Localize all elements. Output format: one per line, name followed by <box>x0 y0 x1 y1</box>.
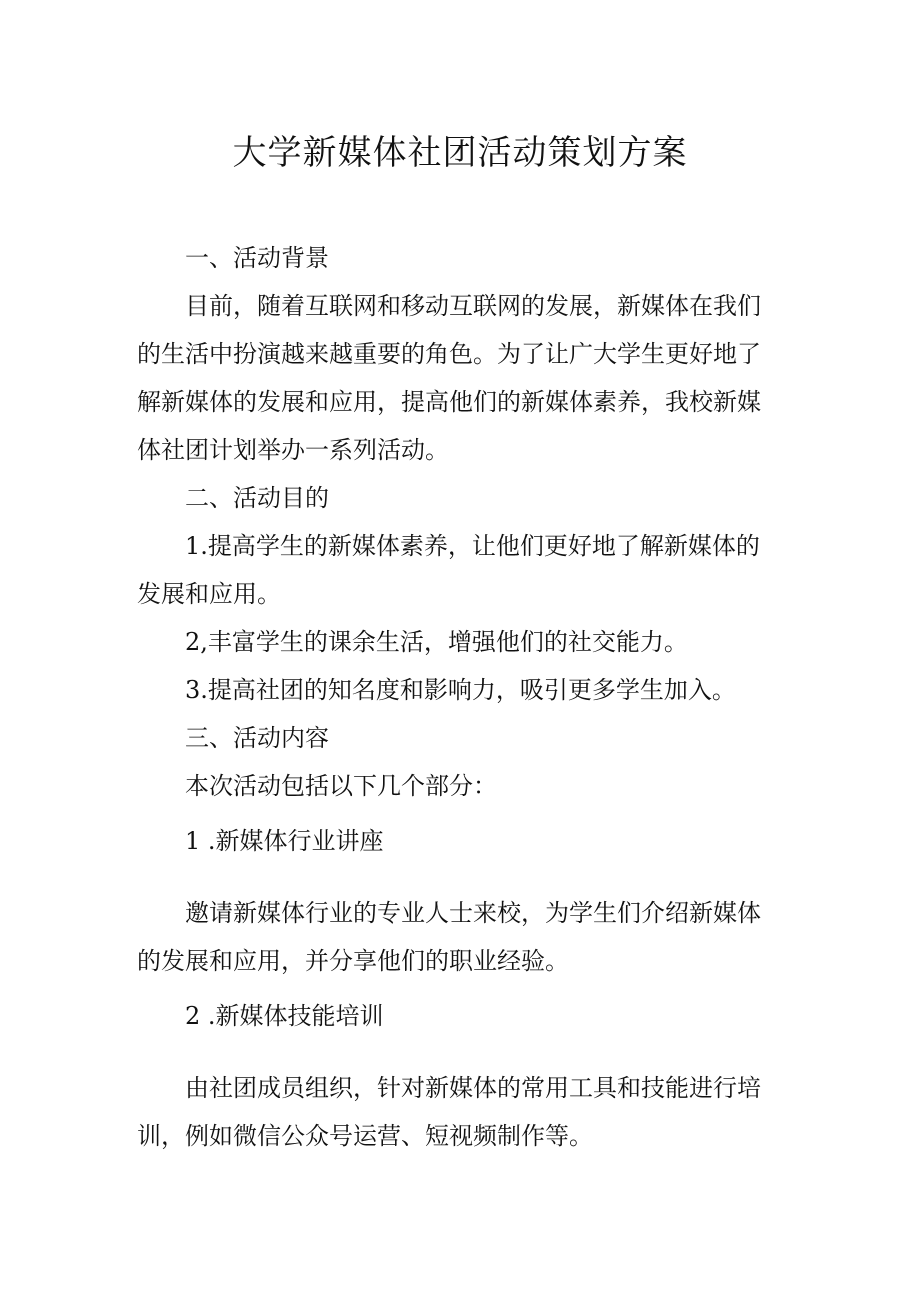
list-item-line: 2,丰富学生的课余生活，增强他们的社交能力。 <box>185 628 688 656</box>
paragraph-line: 目前，随着互联网和移动互联网的发展，新媒体在我们 <box>185 292 761 320</box>
paragraph-line: 邀请新媒体行业的专业人士来校，为学生们介绍新媒体 <box>185 899 761 927</box>
paragraph-line: 的生活中扮演越来越重要的角色。为了让广大学生更好地了 <box>137 340 761 368</box>
section-heading-content: 三、活动内容 <box>185 724 329 752</box>
paragraph-line: 的发展和应用，并分享他们的职业经验。 <box>137 947 569 975</box>
list-item-line: 3.提高社团的知名度和影响力，吸引更多学生加入。 <box>185 676 736 704</box>
paragraph-line: 本次活动包括以下几个部分： <box>185 772 497 800</box>
paragraph-line: 训，例如微信公众号运营、短视频制作等。 <box>137 1122 593 1150</box>
paragraph-line: 解新媒体的发展和应用，提高他们的新媒体素养，我校新媒 <box>137 388 761 416</box>
document-title: 大学新媒体社团活动策划方案 <box>232 133 688 173</box>
list-item-line: 1.提高学生的新媒体素养，让他们更好地了解新媒体的 <box>185 532 760 560</box>
subsection-heading: 2 .新媒体技能培训 <box>185 1002 384 1030</box>
subsection-heading: 1 .新媒体行业讲座 <box>185 827 384 855</box>
paragraph-line: 体社团计划举办一系列活动。 <box>137 436 449 464</box>
section-heading-purpose: 二、活动目的 <box>185 484 329 512</box>
section-heading-background: 一、活动背景 <box>185 244 329 272</box>
list-item-line: 发展和应用。 <box>137 580 281 608</box>
paragraph-line: 由社团成员组织，针对新媒体的常用工具和技能进行培 <box>185 1074 761 1102</box>
